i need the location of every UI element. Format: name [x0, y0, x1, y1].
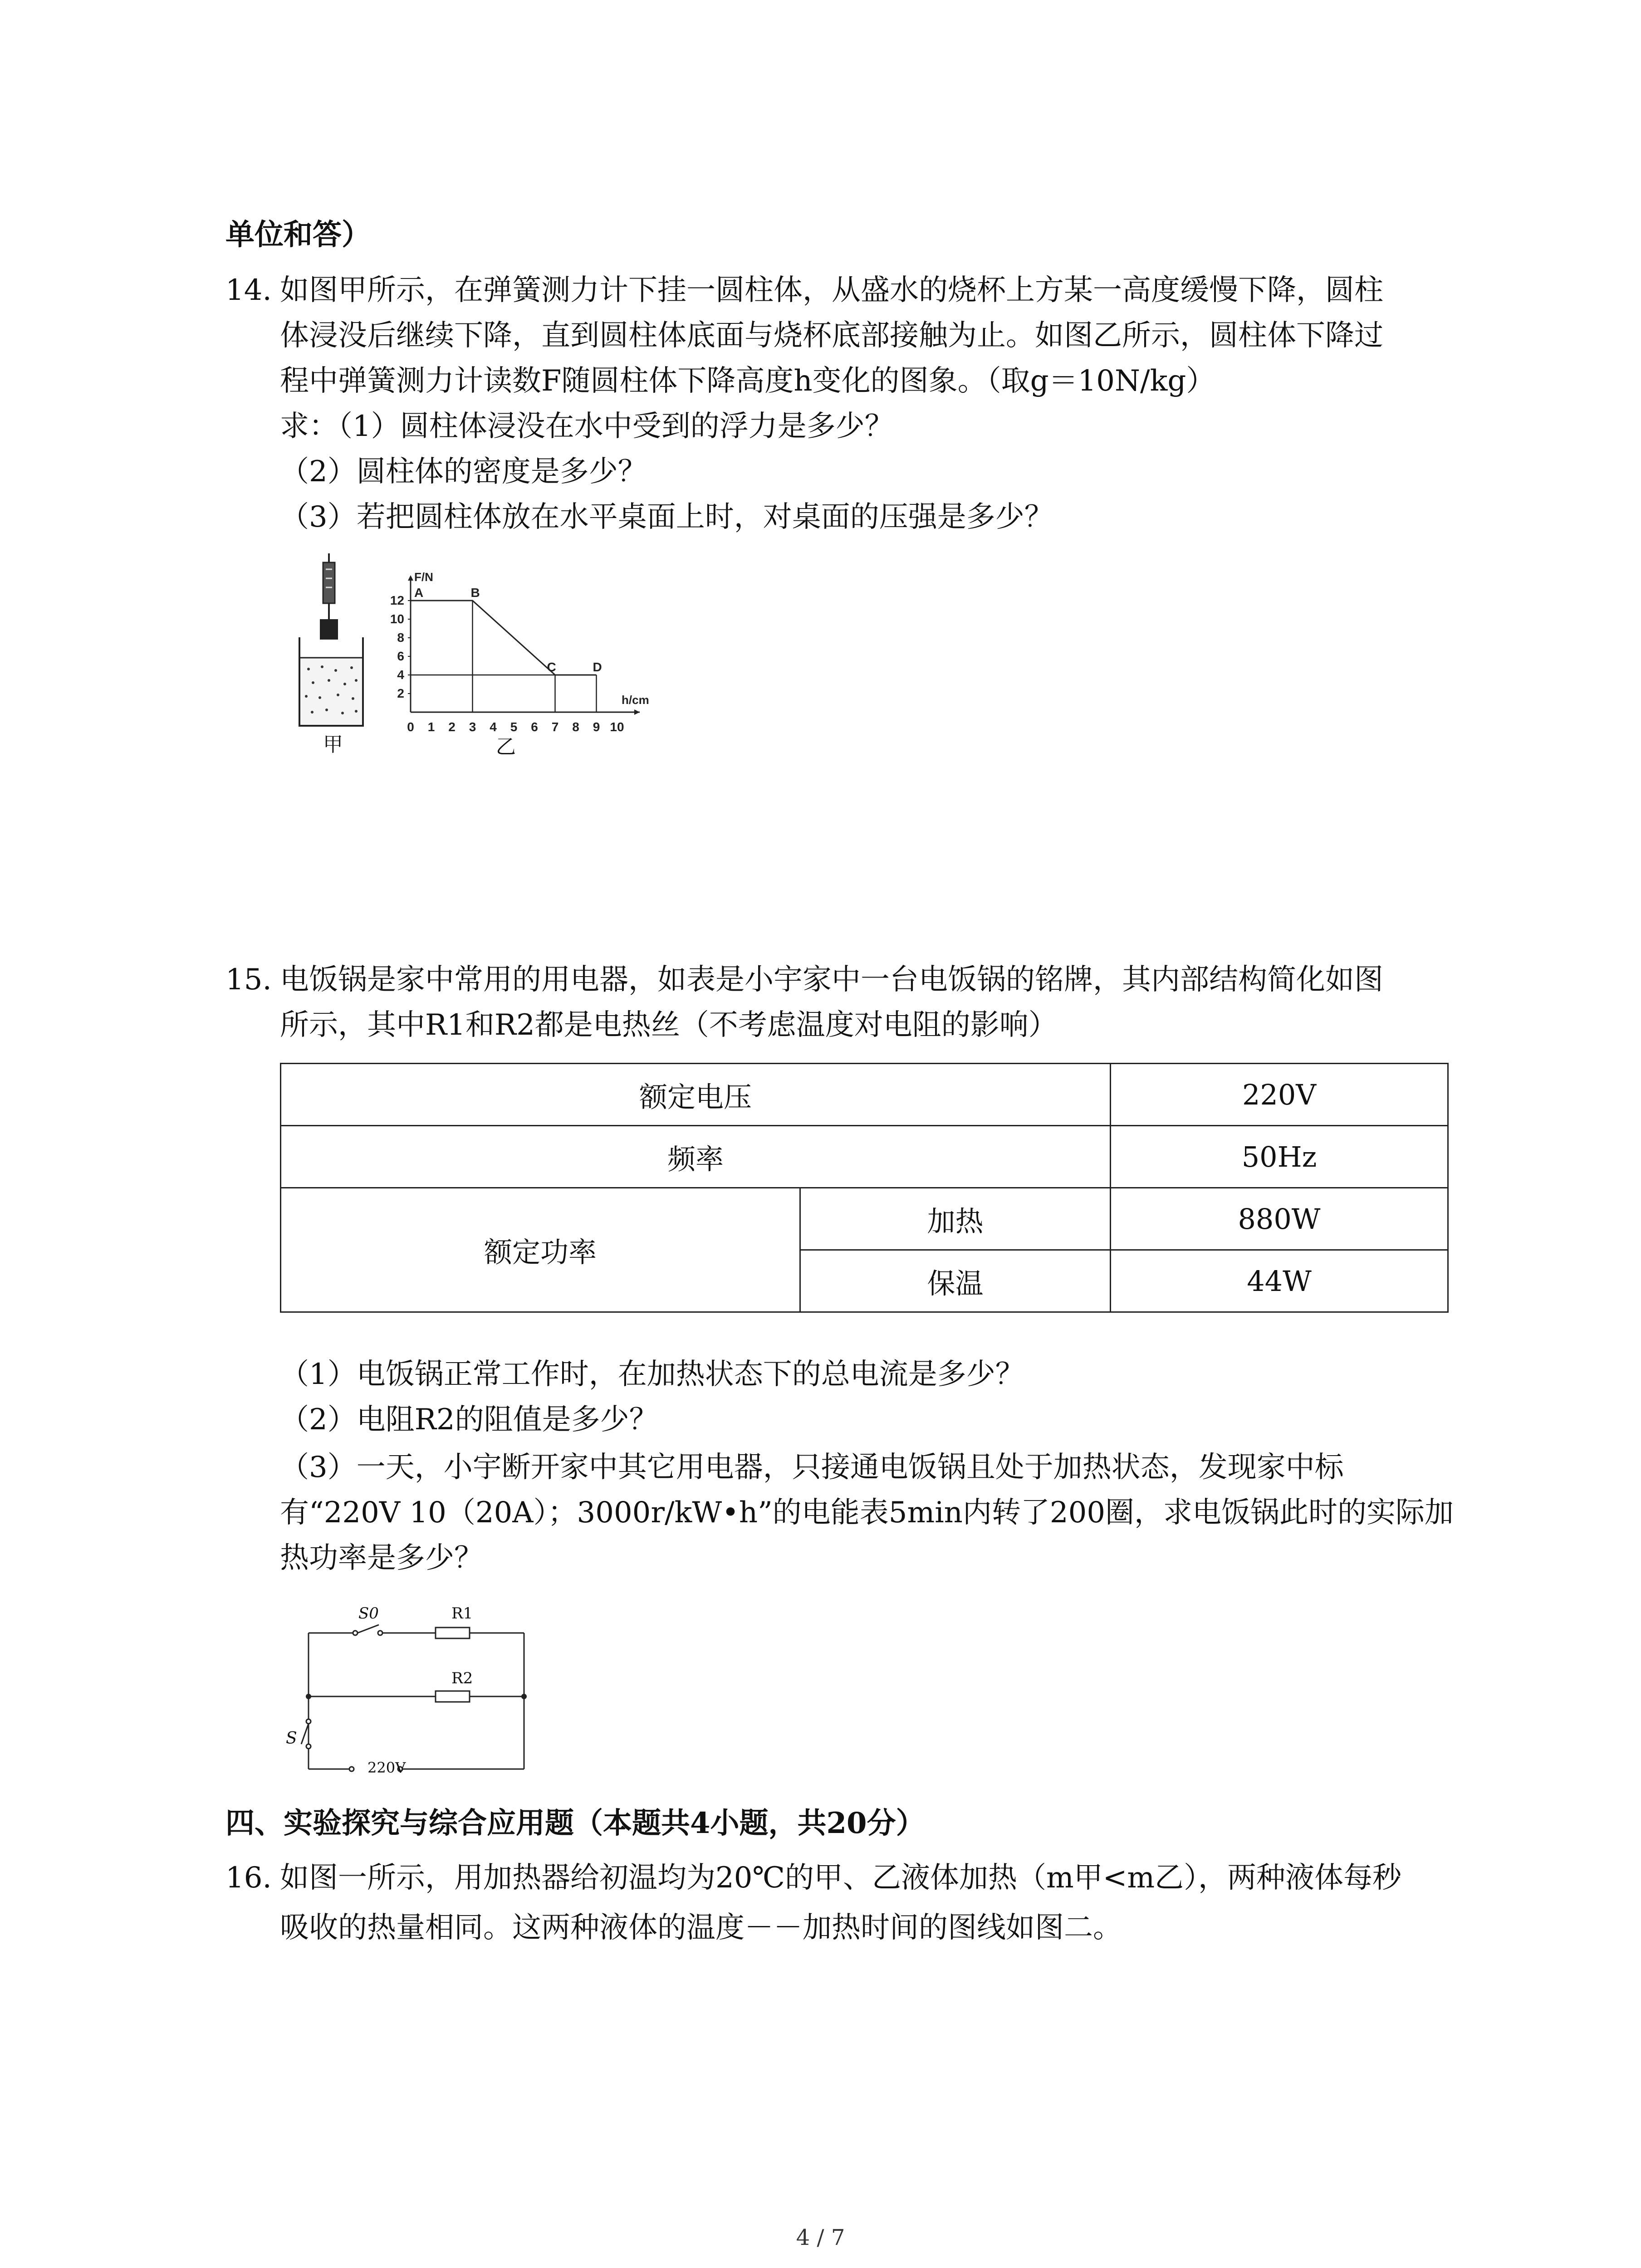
y-axis-arrow-icon [408, 575, 413, 581]
y-tick-label: 4 [397, 668, 404, 682]
figure-yi-chart [381, 544, 690, 753]
switch-s-icon [301, 1724, 309, 1744]
resistor-r1-icon [436, 1628, 470, 1638]
x-tick-label: 6 [531, 720, 538, 734]
q14-line-2: 体浸没后继续下降，直到圆柱体底面与烧杯底部接触为止。如图乙所示，圆柱体下降过 [280, 319, 1383, 352]
switch-s0-icon [358, 1625, 379, 1633]
x-tick-label: 10 [610, 720, 624, 734]
frequency-label: 频率 [281, 1126, 1111, 1188]
x-tick-label: 5 [510, 720, 518, 734]
point-label-a: A [414, 586, 424, 600]
section-4-heading: 四、实验探究与综合应用题（本题共4小题，共20分） [225, 1806, 925, 1840]
figure-jia-label: 甲 [323, 733, 343, 756]
y-tick-label: 6 [397, 649, 404, 663]
q14-sub-3: （3）若把圆柱体放在水平桌面上时，对桌面的压强是多少？ [280, 500, 1053, 534]
continued-text: 单位和答） [225, 218, 371, 252]
figure-yi-label: 乙 [496, 735, 516, 758]
x-tick-label: 9 [593, 720, 600, 734]
q16-line-2: 吸收的热量相同。这两种液体的温度－－加热时间的图线如图二。 [280, 1911, 1122, 1945]
q16-line-1: 如图一所示，用加热器给初温均为20℃的甲、乙液体加热（m甲<m乙），两种液体每秒 [280, 1861, 1402, 1895]
q15-sub-5: 热功率是多少？ [280, 1541, 483, 1575]
y-tick-label: 8 [397, 631, 404, 645]
rated-voltage-label: 额定电压 [281, 1064, 1111, 1126]
q15-sub-3: （3）一天，小宇断开家中其它用电器，只接通电饭锅且处于加热状态，发现家中标 [280, 1451, 1344, 1484]
x-tick-label: 2 [448, 720, 456, 734]
figure-jia-spring-scale-beaker [272, 544, 390, 753]
q16-number: 16. [225, 1861, 272, 1895]
x-tick-label: 8 [572, 720, 579, 734]
frequency-value: 50Hz [1111, 1126, 1448, 1188]
circuit-label-s: S [286, 1729, 297, 1748]
rated-voltage-value: 220V [1111, 1064, 1448, 1126]
x-tick-label: 7 [551, 720, 559, 734]
keepwarm-value: 44W [1111, 1250, 1448, 1312]
point-label-c: C [547, 660, 556, 674]
q14-sub-1: 求：（1）圆柱体浸没在水中受到的浮力是多少？ [280, 410, 894, 443]
keepwarm-label: 保温 [800, 1250, 1111, 1312]
q15-line-2: 所示，其中R1和R2都是电热丝（不考虑温度对电阻的影响） [280, 1008, 1058, 1042]
x-tick-label: 0 [407, 720, 414, 734]
circuit-label-source: 220V [367, 1759, 406, 1776]
resistor-r2-icon [436, 1691, 470, 1702]
q14-line-1: 如图甲所示，在弹簧测力计下挂一圆柱体，从盛水的烧杯上方某一高度缓慢下降，圆柱 [280, 274, 1383, 307]
series-line [411, 601, 597, 675]
rated-power-label: 额定功率 [281, 1188, 800, 1312]
circuit-diagram [272, 1597, 544, 1787]
circuit-label-s0: S0 [358, 1604, 379, 1623]
y-tick-label: 12 [390, 593, 404, 607]
q14-number: 14. [225, 274, 272, 307]
q15-sub-4: 有“220V 10（20A）；3000r/kW•h”的电能表5min内转了200圈，求电饭锅此时的实际加 [280, 1496, 1454, 1530]
q14-sub-2: （2）圆柱体的密度是多少？ [280, 455, 647, 489]
circuit-label-r1: R1 [451, 1604, 473, 1623]
y-tick-label: 10 [390, 612, 404, 626]
heating-label: 加热 [800, 1188, 1111, 1250]
q15-line-1: 电饭锅是家中常用的用电器，如表是小宇家中一台电饭锅的铭牌，其内部结构简化如图 [280, 963, 1383, 997]
x-axis-arrow-icon [634, 709, 640, 715]
x-axis-label: h/cm [622, 693, 649, 707]
point-label-d: D [593, 660, 602, 674]
page-number: 4 / 7 [796, 2225, 845, 2250]
q15-sub-1: （1）电饭锅正常工作时，在加热状态下的总电流是多少？ [280, 1358, 1024, 1391]
q15-number: 15. [225, 963, 272, 997]
x-tick-label: 4 [490, 720, 497, 734]
y-tick-label: 2 [397, 686, 404, 700]
point-label-b: B [470, 586, 480, 600]
y-axis-label: F/N [414, 570, 433, 584]
q15-sub-2: （2）电阻R2的阻值是多少？ [280, 1403, 658, 1437]
heating-value: 880W [1111, 1188, 1448, 1250]
rice-cooker-nameplate-table [280, 1063, 1449, 1313]
q14-line-3: 程中弹簧测力计读数F随圆柱体下降高度h变化的图象。（取g＝10N/kg） [280, 364, 1215, 398]
x-tick-label: 3 [469, 720, 476, 734]
x-tick-label: 1 [427, 720, 435, 734]
circuit-label-r2: R2 [451, 1669, 473, 1687]
